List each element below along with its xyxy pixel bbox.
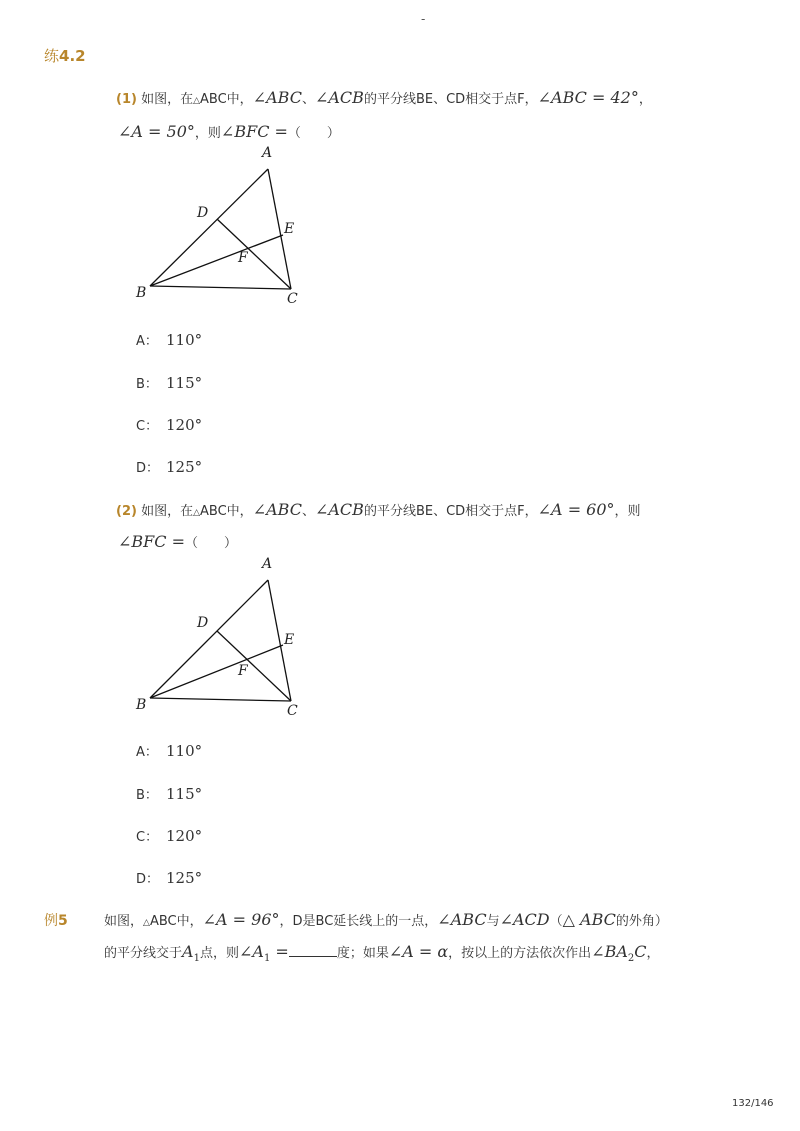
q2-number: (2) <box>116 504 137 519</box>
q1-option-a-value: 110° <box>166 331 203 349</box>
triangle-icon: △ <box>143 918 150 928</box>
section-prefix: 练 <box>44 47 60 65</box>
q1-angle-bfc: ∠BFC = <box>220 122 288 141</box>
example-equals: = <box>270 942 289 961</box>
example-line-1 <box>104 910 668 929</box>
example-prefix: 例 <box>44 913 58 929</box>
example-point-a1-base: A <box>182 942 194 961</box>
q2-option-a-label: A： <box>136 745 158 760</box>
q2-label-d: D <box>197 615 209 631</box>
q1-line-1 <box>116 88 652 107</box>
triangle-icon: △ <box>193 96 201 106</box>
example-text-2k: ， <box>646 946 660 961</box>
q1-segment-bc <box>150 286 291 289</box>
q2-option-c[interactable] <box>136 826 202 845</box>
header-dash: - <box>421 12 426 26</box>
example-angle-a1-base: ∠A <box>238 942 264 961</box>
example-text-d: ，D是BC延长线上的一点， <box>279 914 438 929</box>
example-angle-ba2c-base: ∠BA <box>591 942 628 961</box>
q1-text-b: ABC中， <box>200 92 253 107</box>
q1-number: (1) <box>116 92 137 107</box>
q1-text-h: ， <box>638 92 652 107</box>
section-number: 4.2 <box>59 47 86 65</box>
example-point-a1 <box>182 942 200 965</box>
example-text-h: （ <box>549 914 563 929</box>
q2-label-f: F <box>238 663 248 679</box>
example-label <box>44 910 68 930</box>
q1-option-d-label: D： <box>136 461 160 476</box>
q2-label-b: B <box>136 697 147 713</box>
example-text-2a: 的平分线交于 <box>104 946 183 961</box>
example-answer-blank[interactable] <box>289 944 337 957</box>
q1-angle-a: ∠A = 50° <box>118 122 195 141</box>
q1-label-e: E <box>284 221 295 237</box>
q2-option-c-label: C： <box>136 830 159 845</box>
q2-text-b: ABC中， <box>200 504 253 519</box>
example-angle-a: ∠A = 96° <box>202 910 280 929</box>
q2-segment-bc <box>150 698 291 701</box>
q1-option-d-value: 125° <box>166 458 203 476</box>
q1-option-b-label: B： <box>136 377 158 392</box>
q1-option-a[interactable] <box>136 330 202 349</box>
q2-option-b-value: 115° <box>166 785 203 803</box>
example-angle-alpha: ∠A = α <box>388 942 449 961</box>
q1-option-c-value: 120° <box>166 416 203 434</box>
example-text-f: 与 <box>486 914 500 929</box>
q2-option-c-value: 120° <box>166 827 203 845</box>
example-point-a1-sub: 1 <box>193 953 200 965</box>
q1-triangle-figure <box>130 140 330 315</box>
example-line-2 <box>104 942 660 964</box>
q2-line-1 <box>116 500 641 519</box>
q2-option-d-label: D： <box>136 872 160 887</box>
example-angle-ba2c-c: C <box>634 942 647 961</box>
q1-option-b[interactable] <box>136 373 202 392</box>
q2-angle-abc: ∠ABC <box>252 500 302 519</box>
q2-option-d[interactable] <box>136 868 202 887</box>
example-text-2c: 点，则 <box>199 946 239 961</box>
q2-triangle-figure <box>130 551 330 726</box>
q1-label-b: B <box>136 285 147 301</box>
q1-given-angle: ∠ABC = 42° <box>537 88 639 107</box>
example-text-j: 的外角） <box>615 914 668 929</box>
q1-text-f: 的平分线BE、CD相交于点F， <box>363 92 538 107</box>
q2-segment-ab <box>150 580 268 698</box>
q2-angle-bfc: ∠BFC = <box>118 532 185 551</box>
q1-option-c[interactable] <box>136 415 202 434</box>
q1-angle-abc: ∠ABC <box>252 88 302 107</box>
q1-option-d[interactable] <box>136 457 202 476</box>
q2-option-a[interactable] <box>136 741 202 760</box>
example-triangle-abc: △ ABC <box>562 910 616 929</box>
q2-text-d: 、 <box>301 504 315 519</box>
example-text-2h: ，按以上的方法依次作出 <box>448 946 592 961</box>
q1-option-b-value: 115° <box>166 374 203 392</box>
q1-segment-be <box>150 235 283 286</box>
q1-text-d: 、 <box>301 92 315 107</box>
q2-label-e: E <box>284 632 295 648</box>
example-text-2f: 度；如果 <box>336 946 389 961</box>
q2-label-a: A <box>262 556 273 572</box>
q1-label-a: A <box>262 145 273 161</box>
example-angle-abc: ∠ABC <box>437 910 487 929</box>
q1-line-2 <box>118 122 340 141</box>
example-angle-ba2c <box>591 942 647 965</box>
q2-option-b[interactable] <box>136 784 202 803</box>
q1-option-a-label: A： <box>136 334 158 349</box>
q2-label-c: C <box>287 703 298 719</box>
q1-option-c-label: C： <box>136 419 159 434</box>
q2-segment-be <box>150 645 283 698</box>
example-angle-ba2c-sub: 2 <box>627 953 635 965</box>
q1-text-a: 如图，在 <box>141 92 194 107</box>
example-angle-acd: ∠ACD <box>499 910 550 929</box>
q2-option-a-value: 110° <box>166 742 203 760</box>
triangle-icon: △ <box>193 508 201 518</box>
q1-angle-acb: ∠ACB <box>314 88 364 107</box>
example-angle-a1 <box>238 942 289 965</box>
q2-text-a: 如图，在 <box>141 504 194 519</box>
q2-option-d-value: 125° <box>166 869 203 887</box>
q2-angle-acb: ∠ACB <box>314 500 364 519</box>
q2-option-b-label: B： <box>136 788 158 803</box>
q2-given-angle: ∠A = 60° <box>537 500 615 519</box>
q1-label-d: D <box>197 205 209 221</box>
example-text-a: 如图， <box>104 914 144 929</box>
q2-line-2 <box>118 532 237 551</box>
example-angle-a1-sub: 1 <box>263 953 271 965</box>
q1-label-c: C <box>287 291 298 307</box>
q2-text-f: 的平分线BE、CD相交于点F， <box>363 504 538 519</box>
page-number: 132/146 <box>732 1098 774 1109</box>
section-title <box>44 45 86 66</box>
example-text-b: ABC中， <box>149 914 203 929</box>
q2-answer-paren: （ ） <box>185 536 238 551</box>
q2-text-h: ，则 <box>614 504 641 519</box>
q1-label-f: F <box>238 250 248 266</box>
q1-answer-paren: （ ） <box>287 126 340 141</box>
q1-text-then: ，则 <box>194 126 221 141</box>
example-number: 5 <box>58 913 68 929</box>
q1-segment-ab <box>150 169 268 286</box>
